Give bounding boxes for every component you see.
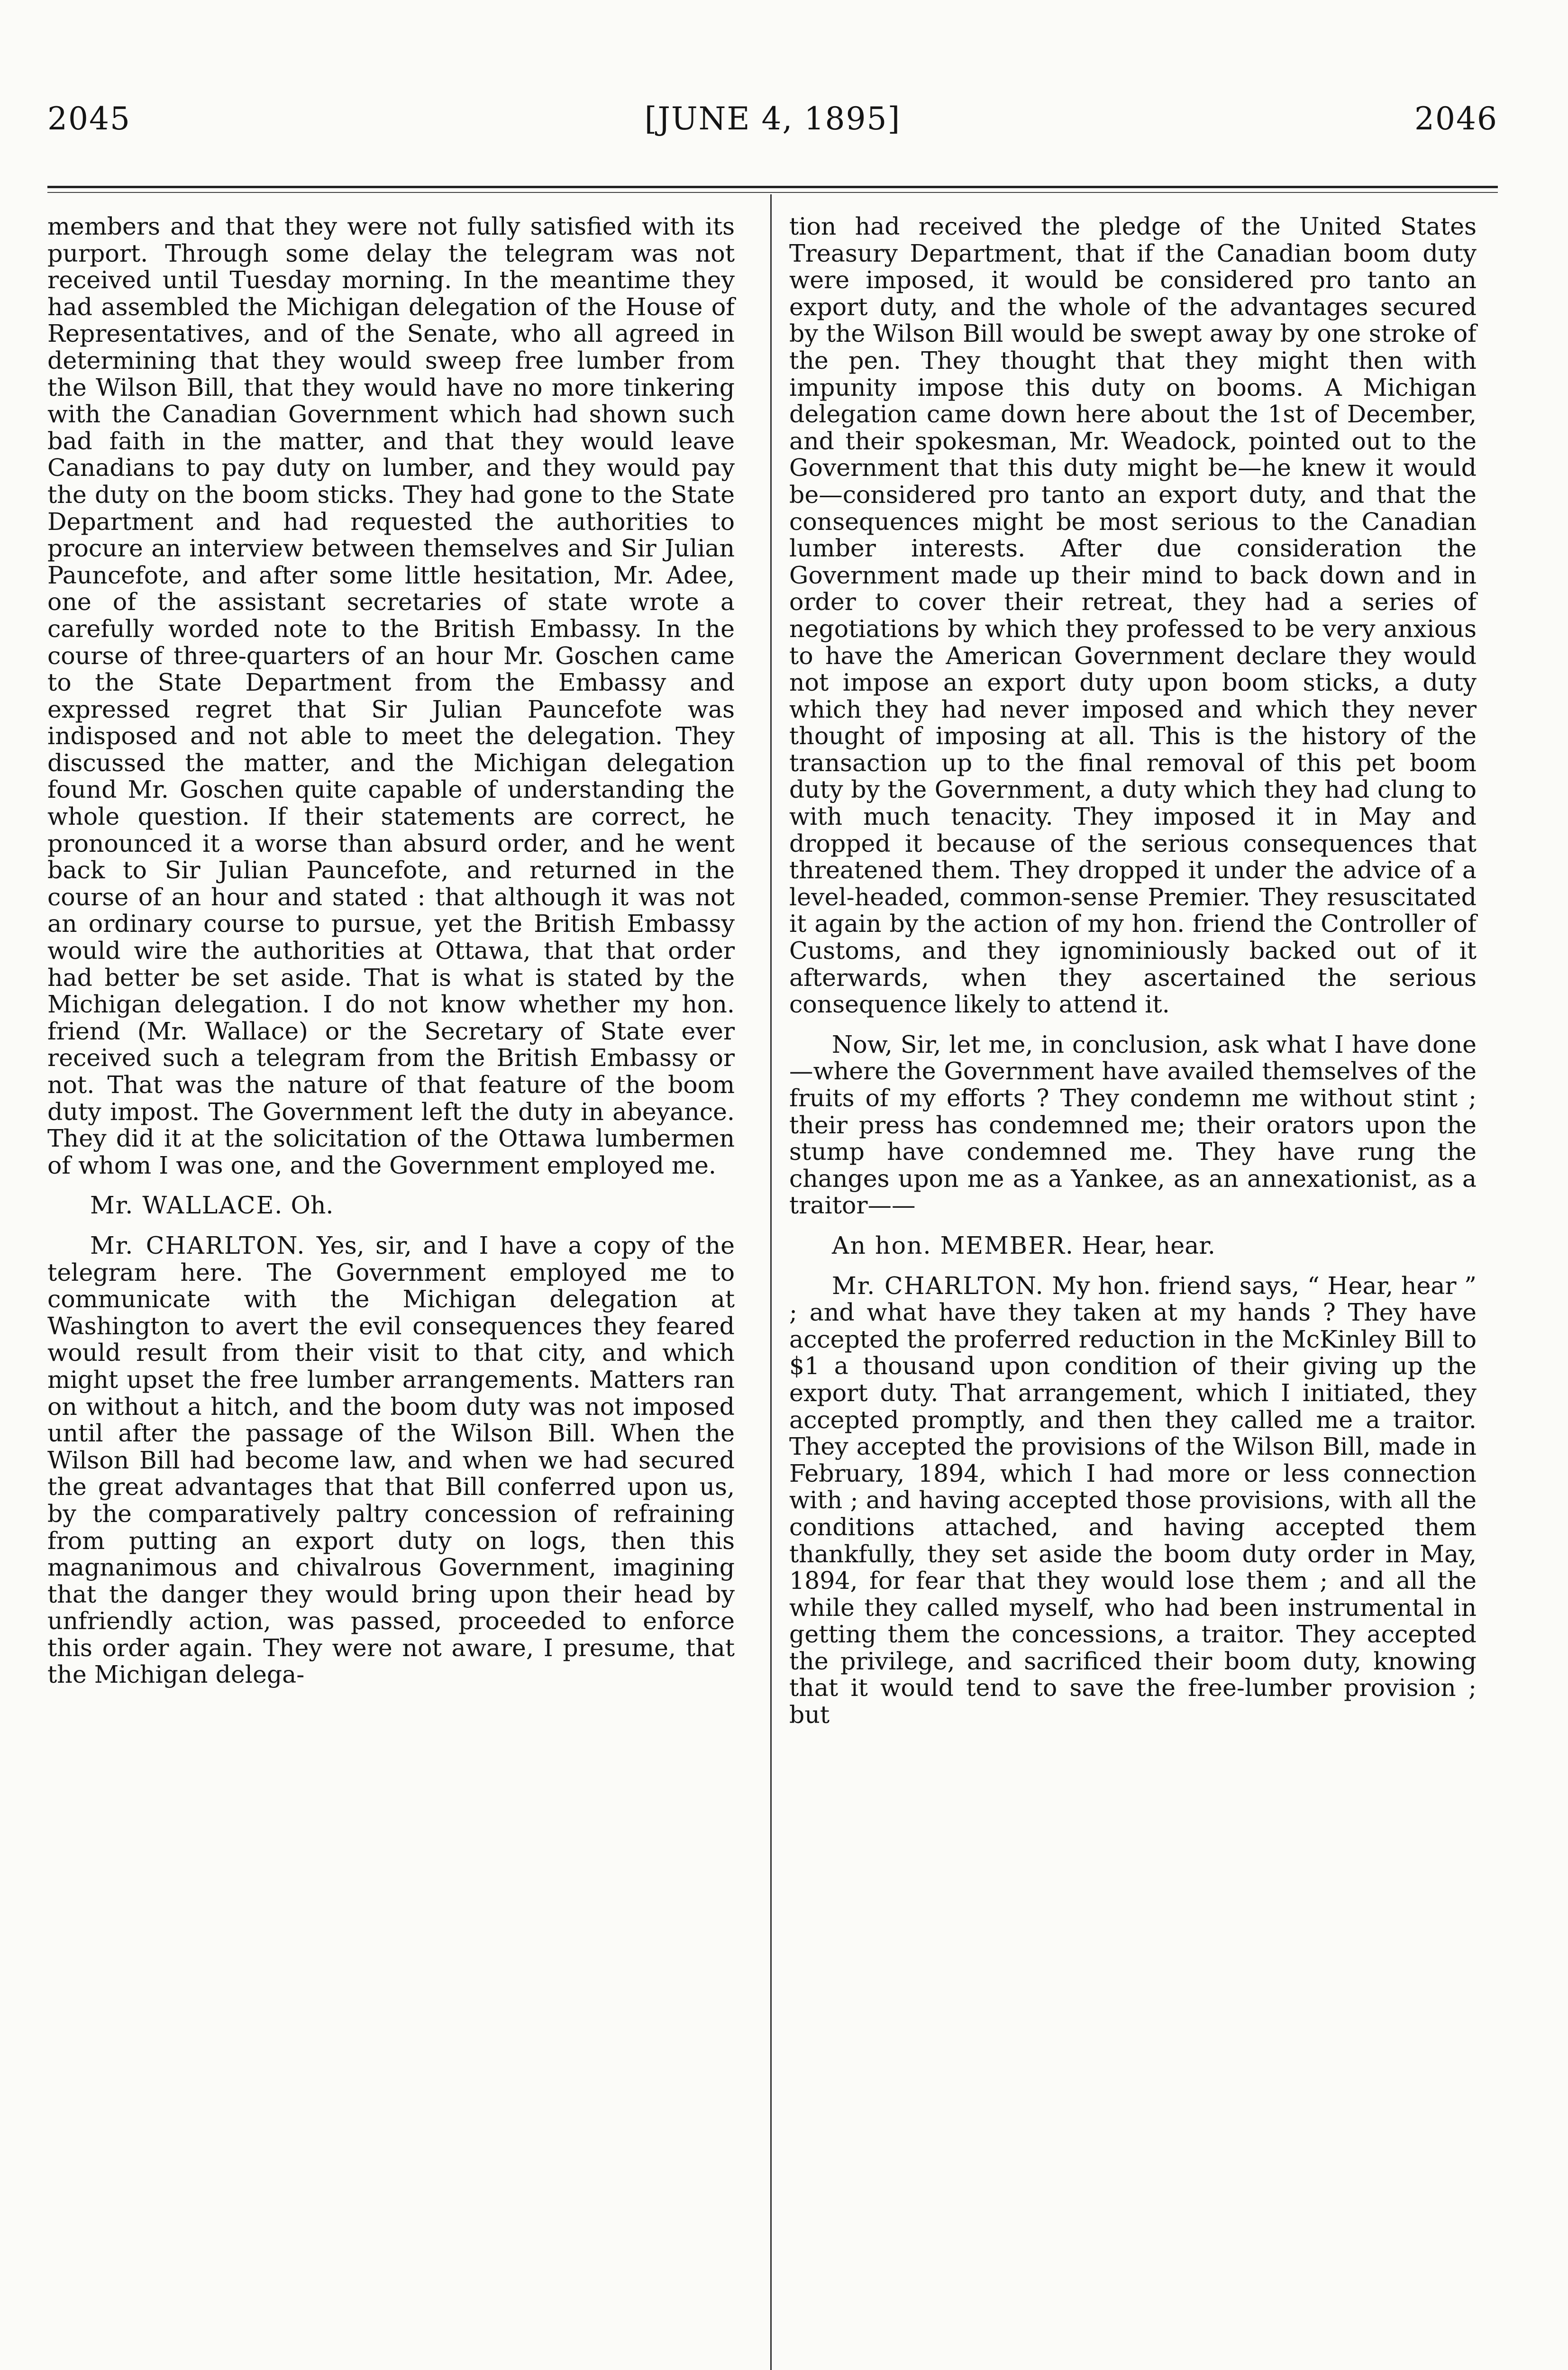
speech-charlton-2 bbox=[789, 1273, 1477, 1729]
page-number-right: 2046 bbox=[1414, 100, 1498, 137]
right-paragraph-2: Now, Sir, let me, in conclusion, ask what I have done—where the Government have availed themselves of the fruits of my efforts ? They condemn me without stint ; their press has condemned me; their orators upon the stump have condemned me. They have rung the changes upon me as a Yankee, as an annexationist, as a traitor—— bbox=[789, 1030, 1477, 1220]
speaker-name: An hon. MEMBER. bbox=[832, 1231, 1074, 1259]
speaker-name: Mr. WALLACE. bbox=[90, 1191, 283, 1220]
speech-charlton bbox=[47, 1232, 735, 1688]
header-date: [JUNE 4, 1895] bbox=[644, 100, 901, 137]
speech-text: My hon. friend says, “ Hear, hear ” ; and what have they taken at my hands ? They have accepted the proferred reduction in the McKinley Bill to $1 a thousand upon condition of their giving up the export duty. That arrangement, which I initiated, they accepted promptly, and then they called me a traitor. They accepted the provisions of the Wilson Bill, made in February, 1894, which I had more or less connection with ; and having accepted those provisions, with all the conditions attached, and having accepted them thankfully, they set aside the boom duty order in May, 1894, for fear that they would lose them ; and all the while they called myself, who had been instrumental in getting them the concessions, a traitor. They accepted the privilege, and sacrificed their boom duty, knowing that it would tend to save the free-lumber provision ; but bbox=[789, 1271, 1477, 1729]
left-paragraph-1: members and that they were not fully satisfied with its purport. Through some delay the telegram was not received until Tuesday morning. In the meantime they had assembled the Michigan delegation of the House of Representatives, and of the Senate, who all agreed in determining that they would sweep free lumber from the Wilson Bill, that they would have no more tinkering with the Canadian Government which had shown such bad faith in the matter, and that they would leave Canadians to pay duty on lumber, and they would pay the duty on the boom sticks. They had gone to the State Department and had requested the authorities to procure an interview between themselves and Sir Julian Pauncefote, and after some little hesitation, Mr. Adee, one of the assistant secretaries of state wrote a carefully worded note to the British Embassy. In the course of three-quarters of an hour Mr. Goschen came to the State Department from the Embassy and expressed regret that Sir Julian Pauncefote was indisposed and not able to meet the delegation. They discussed the matter, and the Michigan delegation found Mr. Goschen quite capable of understanding the whole question. If their statements are correct, he pronounced it a worse than absurd order, and he went back to Sir Julian Pauncefote, and returned in the course of an hour and stated : that although it was not an ordinary course to pursue, yet the British Embassy would wire the authorities at Ottawa, that that order had better be set aside. That is what is stated by the Michigan delegation. I do not know whether my hon. friend (Mr. Wallace) or the Secretary of State ever received such a telegram from the British Embassy or not. That was the nature of that feature of the boom duty impost. The Government left the duty in abeyance. They did it at the solicitation of the Ottawa lumbermen of whom I was one, and the Government employed me. bbox=[47, 212, 735, 1179]
right-column bbox=[789, 213, 1477, 1729]
speech-text: Hear, hear. bbox=[1082, 1231, 1215, 1259]
speech-text: Oh. bbox=[291, 1191, 334, 1220]
speaker-name: Mr. CHARLTON. bbox=[832, 1271, 1044, 1300]
column-divider bbox=[770, 194, 772, 2370]
header-rule-thin bbox=[47, 192, 1498, 193]
speech-text: Yes, sir, and I have a copy of the telegram here. The Government employed me to communicate with the Michigan delegation at Washington to avert the evil consequences they feared would result from their visit to that city, and which might upset the free lumber arrangements. Matters ran on without a hitch, and the boom duty was not imposed until after the passage of the Wilson Bill. When the Wilson Bill had become law, and when we had secured the great advantages that that Bill conferred upon us, by the comparatively paltry concession of refraining from putting an export duty on logs, then this magnanimous and chivalrous Government, imagining that the danger they would bring upon their head by unfriendly action, was passed, proceeded to enforce this order again. They were not aware, I presume, that the Michigan delega- bbox=[47, 1231, 735, 1689]
speaker-name: Mr. CHARLTON. bbox=[90, 1231, 306, 1259]
left-column bbox=[47, 213, 735, 1688]
header-rule bbox=[47, 186, 1498, 188]
right-paragraph-1: tion had received the pledge of the United States Treasury Department, that if the Canadian boom duty were imposed, it would be considered pro tanto an export duty, and the whole of the advantages secured by the Wilson Bill would be swept away by one stroke of the pen. They thought that they might then with impunity impose this duty on booms. A Michigan delegation came down here about the 1st of December, and their spokesman, Mr. Weadock, pointed out to the Government that this duty might be—he knew it would be—considered pro tanto an export duty, and that the consequences might be most serious to the Canadian lumber interests. After due consideration the Government made up their mind to back down and in order to cover their retreat, they had a series of negotiations by which they professed to be very anxious to have the American Government declare they would not impose an export duty upon boom sticks, a duty which they had never imposed and which they never thought of imposing at all. This is the history of the transaction up to the final removal of this pet boom duty by the Government, a duty which they had clung to with much tenacity. They imposed it in May and dropped it because of the serious consequences that threatened them. They dropped it under the advice of a level-headed, common-sense Premier. They resuscitated it again by the action of my hon. friend the Controller of Customs, and they ignominiously backed out of it afterwards, when they ascertained the serious consequence likely to attend it. bbox=[789, 212, 1477, 1019]
speech-member bbox=[789, 1232, 1477, 1259]
page-number-left: 2045 bbox=[47, 100, 131, 137]
speech-wallace bbox=[47, 1192, 735, 1219]
page-header bbox=[47, 92, 1498, 145]
